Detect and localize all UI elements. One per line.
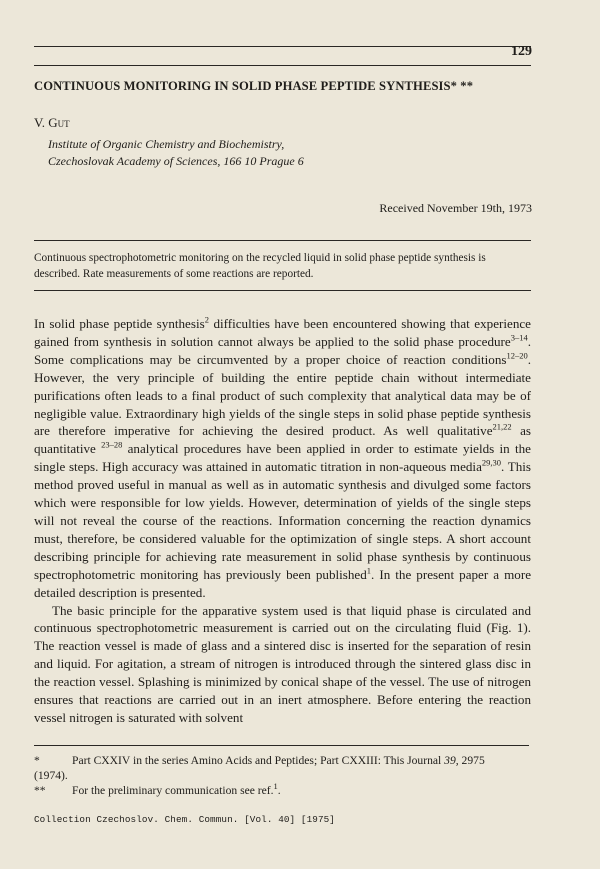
body-text <box>34 315 531 727</box>
text-run: difficulties have been encountered showing that experience gained from synthesis in solution cannot always be applied to the solid phase procedure <box>34 316 531 349</box>
citation-ref: 23–28 <box>101 439 123 450</box>
footnote-1-mark: * <box>34 754 40 767</box>
top-rule <box>34 46 531 47</box>
text-run: . This method proved useful in manual as well as in automatic synthesis and divulged some factors which were responsible for low yields. However, determination of yields of the single steps will not reveal the course of the reactions. Information concerning the reaction dynamics must, therefore, be considered valuable for the optimization of single steps. A short account describing principle for achieving rate measurement in solid phase synthesis by continuous spectrophotometric monitoring has previously been published <box>34 459 531 582</box>
body-paragraph-1 <box>34 315 531 602</box>
text-run: . Some complications may be circumvented by a proper choice of reaction conditions <box>34 333 531 367</box>
citation-ref: 3–14 <box>510 332 528 343</box>
author <box>34 115 70 131</box>
text-run: as quantitative <box>34 423 531 457</box>
abstract-top-rule <box>34 240 531 241</box>
text-run: . In the present paper a more detailed description is presented. <box>34 566 532 600</box>
author-surname: Gut <box>48 115 70 130</box>
citation-ref: 1 <box>366 565 372 576</box>
affiliation-line-1: Institute of Organic Chemistry and Biochemistry, <box>48 137 285 151</box>
footnote-1-text-c: (1974). <box>34 769 68 782</box>
citation-ref: 21,22 <box>492 422 512 433</box>
footnote-1-volume: 39, <box>444 754 459 767</box>
affiliation <box>48 136 304 170</box>
footnote-1-text-b: 2975 <box>458 754 485 767</box>
abstract: Continuous spectrophotometric monitoring on the recycled liquid in solid phase peptide synthesis is described. Rate measurements of some reactions are reported. <box>34 252 486 280</box>
abstract-bottom-rule <box>34 290 531 291</box>
text-run: In solid phase peptide synthesis <box>34 316 205 331</box>
page-number: 129 <box>511 44 532 59</box>
footnote-2-ref: 1 <box>273 781 278 792</box>
body-paragraph-2: The basic principle for the apparative system used is that liquid phase is circulated and continuous spectrophotometric measurement is carried out on the circulating fluid (Fig. 1). The reaction vessel is made of glass and a sintered disc is inserted for the separation of resin and liquid. For agitation, a stream of nitrogen is introduced through the sintered glass disc in the reaction vessel. Splashing is minimized by conical shape of the vessel. The use of nitrogen ensures that reactions are carried out in an inert atmosphere. Before entering the reaction vessel nitrogen is saturated with solvent <box>34 602 531 725</box>
footnote-2-end: . <box>277 784 281 797</box>
citation-ref: 2 <box>204 314 209 325</box>
journal-footer: Collection Czechoslov. Chem. Commun. [Vol. 40] [1975] <box>34 814 335 825</box>
text-run: analytical procedures have been applied in order to estimate yields in the single steps. High accuracy was attained in automatic titration in non-aqueous media <box>34 441 531 475</box>
header-rule <box>34 65 531 66</box>
text-run: . However, the very principle of building the entire peptide chain without intermediate purifications often leads to a final product of such complexity that analytical data may be of negligible value. Extraordinary high yields of the single steps in solid phase peptide synthesis are therefore imperative for achieving the desired product. As well qualitative <box>34 351 531 439</box>
article-title: CONTINUOUS MONITORING IN SOLID PHASE PEPTIDE SYNTHESIS* ** <box>34 79 474 93</box>
citation-ref: 29,30 <box>481 457 502 468</box>
affiliation-line-2: Czechoslovak Academy of Sciences, 166 10 Prague 6 <box>48 154 304 168</box>
footnote-1 <box>34 753 534 783</box>
footnote-1-text-a: Part CXXIV in the series Amino Acids and Peptides; Part CXXIII: This Journal <box>72 754 445 767</box>
footnote-2 <box>34 783 534 798</box>
footnote-2-mark: ** <box>34 784 46 797</box>
author-initial: V. <box>34 115 45 130</box>
footnote-rule <box>34 745 529 746</box>
citation-ref: 12–20 <box>506 350 528 361</box>
received-date: Received November 19th, 1973 <box>379 201 532 215</box>
footnote-2-text: For the preliminary communication see ref. <box>72 784 274 797</box>
